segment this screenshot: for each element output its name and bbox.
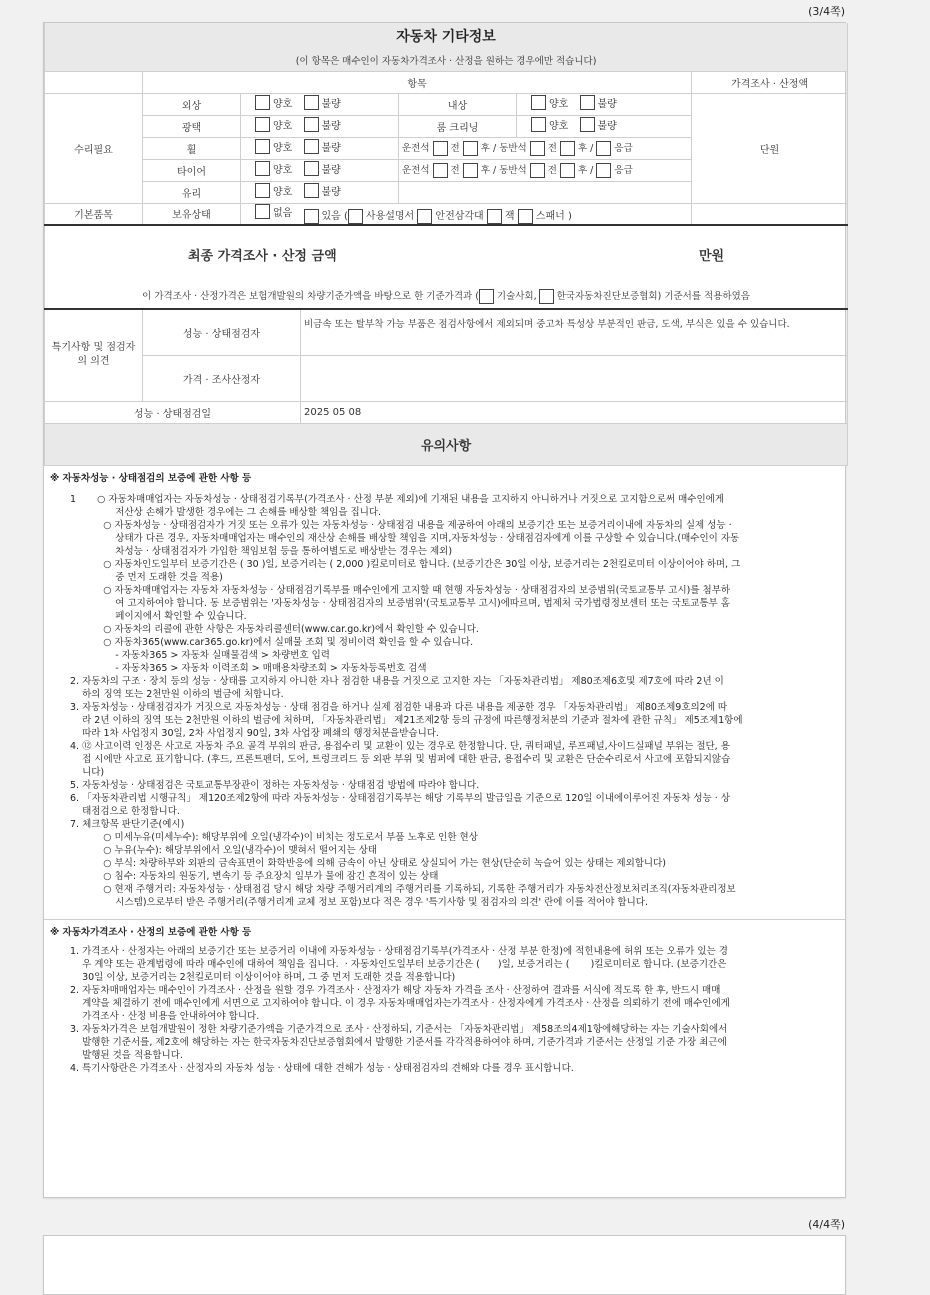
row-name: 외상 (143, 93, 241, 115)
notice-line: 페이지에서 확인할 수 있습니다. (70, 610, 247, 622)
notice-line: 상태가 다른 경우, 자동차매매업자는 매수인의 재산상 손해를 배상할 책임을 지며,자동차성능 · 상태점검자에게 이를 구상할 수 있습니다.(매수인이 자동 (70, 532, 740, 544)
notice-line: 6. 「자동차관리법 시행규칙」 제120조제2항에 따라 자동차성능 · 상태점검기록부는 해당 기록부의 발급일을 기준으로 120일 이내에이루어진 자동차 성능 · 상 (70, 792, 731, 804)
checkbox[interactable] (596, 141, 611, 156)
notice-line: 중 먼저 도래한 것을 적용) (70, 571, 223, 583)
notice-line: 하의 징역 또는 2천만원 이하의 벌금에 처합니다. (70, 688, 284, 700)
checkbox[interactable] (530, 163, 545, 178)
notice-line: ○ 미세누유(미세누수): 해당부위에 오일(냉각수)이 비치는 정도로서 부품 노후로 인한 현상 (70, 831, 478, 843)
checkbox[interactable] (531, 95, 546, 110)
notice-line: 5. 자동차성능 · 상태점검은 국토교통부장관이 정하는 자동차성능 · 상태점검 방법에 따라야 합니다. (70, 779, 480, 791)
basic-row-name: 보유상태 (143, 203, 241, 225)
checkbox[interactable] (539, 289, 554, 304)
page-number: (3/4쪽) (808, 5, 845, 18)
notice-title: 유의사항 (45, 423, 848, 465)
notice-line: - 자동차365 > 자동차 실매물검색 > 차량번호 입력 (70, 649, 330, 661)
notice-line: ○ 자동차의 리콜에 관한 사항은 자동차리콜센터(www.car.go.kr)에서 확인할 수 있습니다. (70, 623, 479, 635)
notice-line: 4. 특기사항란은 가격조사 · 산정자의 자동차 성능 · 상태에 대한 견해가 성능 · 상태점검자의 견해와 다를 경우 표시합니다. (70, 1062, 574, 1074)
row-name: 광택 (143, 115, 241, 137)
opinion-label: 특기사항 및 점검자의 의견 (45, 309, 143, 401)
checkbox[interactable] (487, 209, 502, 224)
notice-line: 1 ○ 자동차매매업자는 자동차성능 · 상태점검기록부(가격조사 · 산정 부분 제외)에 기재된 내용을 고지하지 아니하거나 거짓으로 고지함으로써 매수인에게 (70, 493, 725, 505)
checkbox[interactable] (304, 183, 319, 198)
notice-line: 30일 이상, 보증거리는 2천킬로미터 이상이어야 하며, 그 중 먼저 도래한 것을 적용합니다) (70, 971, 456, 983)
notice-line: ○ 자동차매매업자는 자동차 자동차성능 · 상태점검기록부를 매수인에게 고지할 때 현행 자동차성능 · 상태점검자의 보증범위(국토교통부 고시)를 첨부하 (70, 584, 731, 596)
checkbox[interactable] (560, 141, 575, 156)
checkbox[interactable] (463, 141, 478, 156)
checkbox[interactable] (580, 95, 595, 110)
notice-line: 라 2년 이하의 징역 또는 2천만원 이하의 벌금에 처하며, 「자동차관리법」 제21조제2항 등의 규정에 따른행정처분의 기준과 절차에 관한 규칙」 제5조제1항에 (70, 714, 743, 726)
final-price-label: 최종 가격조사 · 산정 금액 (188, 249, 337, 264)
notice-line: 따라 1차 사업정지 30일, 2차 사업정지 90일, 3차 사업장 폐쇄의 행정처분을받습니다. (70, 727, 439, 739)
notice-line: 1. 가격조사 · 산정자는 아래의 보증기간 또는 보증거리 이내에 자동차성능 · 상태점검기록부(가격조사 · 산정 부분 한정)에 적힌내용에 허위 또는 오류가 있는 경 (70, 945, 728, 957)
notice-line: ○ 누유(누수): 해당부위에서 오일(냉각수)이 맺혀서 떨어지는 상태 (70, 844, 378, 856)
checkbox[interactable] (255, 183, 270, 198)
notice-b-list (50, 945, 839, 1075)
price-examiner-label: 가격 · 조사산정자 (143, 355, 301, 401)
notice-line: 4. ⑫ 사고이력 인정은 사고로 자동차 주요 골격 부위의 판금, 용접수리 및 교환이 있는 경우로 한정합니다. 단, 쿼터패널, 루프패널,사이드실패널 부위는 절단, 용 (70, 740, 730, 752)
inspector-opinion: 비금속 또는 탈부착 가능 부품은 점검사항에서 제외되며 중고차 특성상 부분적인 판금, 도색, 부식은 있을 수 있습니다. (301, 309, 848, 355)
notice-a-list (50, 493, 839, 909)
notice-line: - 자동차365 > 자동차 이력조회 > 매매용차량조회 > 자동차등록번호 검색 (70, 662, 427, 674)
notice-line: 저산상 손해가 발생한 경우에는 그 손해를 배상할 책임을 집니다. (70, 506, 382, 518)
checkbox[interactable] (304, 95, 319, 110)
checkbox[interactable] (560, 163, 575, 178)
other-info-table: 자동차 기타정보 (이 항목은 매수인이 자동차가격조사 · 산정을 원하는 경우에만 적습니다) 항목 가격조사 · 산정액 수리필요 외상 양호 불량 내상 양호 불량 단원 광택 양호 불량 룸 크리닝 양호 불량 휠 양호 불량 운전석 전 후 / 동반석 전 후 / 응급 타이어 양호 불량 운전석 전 후 / 동반석 전 후 / 응급 유리 양호 불량 기본품목 보유상태 없음 있음 ( 사용설명서 안전삼각대 잭 스패너 ) 최종 가격조사 · 산정 금액 만원 이 가격조사 · 산정가격은 보험개발원의 차량기준가액을 바탕으로 한 기준가격과 ( 기술사회, 한국자동차진단보증협회) 기준서를 적용하였음 특기사항 및 점검자의 의견 성능 · 상태점검자 비금속 또는 탈부착 가능 부품은 점검사항에서 제외되며 중고차 특성상 부분적인 판금, 도색, 부식은 있을 수 있습니다. 가격 · 조사산정자 성능 · 상태점검일 2025 05 08 유의사항 (44, 23, 848, 466)
row-name: 휠 (143, 137, 241, 159)
row-name: 유리 (143, 181, 241, 203)
date-label: 성능 · 상태점검일 (45, 401, 301, 423)
checkbox[interactable] (463, 163, 478, 178)
page-3 (43, 5, 846, 1198)
notice-line: 2. 자동차매매업자는 매수인이 가격조사 · 산정을 원할 경우 가격조사 · 산정자가 해당 자동차 가격을 조사 · 산정하여 결과를 서식에 적도록 한 후, 반드시 매매 (70, 984, 721, 996)
checkbox[interactable] (479, 289, 494, 304)
notice-line: ○ 현재 주행거리: 자동차성능 · 상태점검 당시 해당 차량 주행거리계의 주행거리를 기록하되, 기록한 주행거리가 자동차전산정보처리조직(자동차관리정보 (70, 883, 736, 895)
notice-line: 7. 체크항목 판단기준(예시) (70, 818, 185, 830)
item-header: 항목 (143, 71, 692, 93)
date-value: 2025 05 08 (301, 401, 848, 423)
inspector-label: 성능 · 상태점검자 (143, 309, 301, 355)
notice-line: 발행한 기준서를, 제2호에 해당하는 자는 한국자동차진단보증협회에서 발행한 기준서를 각각적용하여야 하며, 기준가격과 기준서는 산정일 기준 가장 최근에 (70, 1036, 727, 1048)
checkbox[interactable] (304, 209, 319, 224)
notice-line: 차성능 · 상태점검자가 가입한 책임보험 등을 통하여별도로 배상받는 경우는 제외) (70, 545, 453, 557)
notice-line: 발행된 것을 적용합니다. (70, 1049, 183, 1061)
checkbox[interactable] (518, 209, 533, 224)
checkbox[interactable] (596, 163, 611, 178)
checkbox[interactable] (580, 117, 595, 132)
notice-line: 우 계약 또는 관계법령에 따라 매수인에 대하여 책임을 집니다. · 자동차인도일부터 보증기간은 ( )일, 보증거리는 ( )킬로미터로 합니다. (보증기간은 (70, 958, 727, 970)
notice-line: 시스템)으로부터 받은 주행거리(주행거리계 교체 정보 포함)보다 적은 경우 '특기사항 및 점검자의 의견' 란에 이를 적어야 합니다. (70, 896, 648, 908)
notices (44, 466, 845, 1075)
notice-line: 가격조사 · 산정 비용을 안내하여야 합니다. (70, 1010, 260, 1022)
checkbox[interactable] (304, 117, 319, 132)
row-name: 룸 크리닝 (399, 115, 517, 137)
checkbox[interactable] (255, 117, 270, 132)
checkbox[interactable] (255, 95, 270, 110)
row-name: 타이어 (143, 159, 241, 181)
checkbox[interactable] (417, 209, 432, 224)
notice-line: 접 시에만 사고로 표기합니다. (후드, 프론트펜더, 도어, 트렁크리드 등 외판 부위 및 범퍼에 대한 판금, 용접수리 및 교환은 단순수리로서 사고에 포함되지않습 (70, 753, 731, 765)
notice-line: 3. 자동차가격은 보험개발원이 정한 차량기준가액을 기준가격으로 조사 · 산정하되, 기준서는 「자동차관리법」 제58조의4제1항에해당하는 자는 기술사회에서 (70, 1023, 728, 1035)
repair-label: 수리필요 (45, 93, 143, 203)
checkbox[interactable] (433, 141, 448, 156)
checkbox[interactable] (304, 139, 319, 154)
section-title: 자동차 기타정보 (396, 29, 496, 46)
notice-a-title: ※ 자동차성능 · 상태점검의 보증에 관한 사항 등 (50, 472, 252, 484)
notice-b-title: ※ 자동차가격조사 · 산정의 보증에 관한 사항 등 (50, 926, 252, 938)
page-number: (4/4쪽) (808, 1218, 845, 1231)
basic-label: 기본품목 (45, 203, 143, 225)
checkbox[interactable] (348, 209, 363, 224)
notice-line: 3. 자동차성능 · 상태점검자가 거짓으로 자동차성능 · 상태 점검을 하거나 실제 점검한 내용과 다른 내용을 제공한 경우 「자동차관리법」 제80조제9호의2에 따 (70, 701, 728, 713)
checkbox[interactable] (255, 139, 270, 154)
notice-line: ○ 자동차성능 · 상태점검자가 거짓 또는 오류가 있는 자동차성능 · 상태점검 내용을 제공하여 아래의 보증기간 또는 보증거리이내에 자동차의 실제 성능 · (70, 519, 732, 531)
page-4 (43, 1218, 846, 1295)
notice-line: 2. 자동차의 구조 · 장치 등의 성능 · 상태를 고지하지 아니한 자나 점검한 내용을 거짓으로 고지한 자는 「자동차관리법」 제80조제6호및 제7호에 따라 2년 이 (70, 675, 724, 687)
notice-line: ○ 부식: 차량하부와 외판의 금속표면이 화학반응에 의해 금속이 아닌 상태로 상실되어 가는 현상(단순히 녹슬어 있는 상태는 제외합니다) (70, 857, 666, 869)
notice-line: 니다) (70, 766, 105, 778)
notice-line: 여 고지하여야 합니다. 동 보증범위는 '자동차성능 · 상태점검자의 보증범위'(국토교통부 고시)에따르며, 법제처 국가법령정보센터 또는 국토교통부 홈 (70, 597, 730, 609)
section-subtitle: (이 항목은 매수인이 자동차가격조사 · 산정을 원하는 경우에만 적습니다) (295, 56, 597, 68)
notice-line: 태점검으로 한정합니다. (70, 805, 180, 817)
notice-line: ○ 침수: 자동차의 원동기, 변속기 등 주요장치 일부가 물에 잠긴 흔적이 있는 상태 (70, 870, 439, 882)
checkbox[interactable] (255, 161, 270, 176)
checkbox[interactable] (433, 163, 448, 178)
notice-line: ○ 자동차인도일부터 보증기간은 ( 30 )일, 보증거리는 ( 2,000 )킬로미터로 합니다. (보증기간은 30일 이상, 보증거리는 2천킬로미터 이상이어야 하며, 그 (70, 558, 741, 570)
checkbox[interactable] (255, 204, 270, 219)
row-name: 내상 (399, 93, 517, 115)
notice-line: ○ 자동차365(www.car365.go.kr)에서 실매물 조회 및 정비이력 확인을 할 수 있습니다. (70, 636, 474, 648)
basis-text: 이 가격조사 · 산정가격은 보험개발원의 차량기준가액을 바탕으로 한 기준가격과 ( 기술사회, 한국자동차진단보증협회) 기준서를 적용하였음 (45, 283, 848, 309)
checkbox[interactable] (531, 117, 546, 132)
checkbox[interactable] (530, 141, 545, 156)
final-price-unit: 만원 (698, 249, 725, 264)
checkbox[interactable] (304, 161, 319, 176)
unit-label: 단원 (692, 93, 848, 203)
price-header: 가격조사 · 산정액 (692, 71, 848, 93)
notice-line: 계약을 체결하기 전에 매수인에게 서면으로 고지하여야 합니다. 이 경우 자동차매매업자는가격조사 · 산정자에게 가격조사 · 산정을 의뢰하기 전에 매수인에게 (70, 997, 730, 1009)
